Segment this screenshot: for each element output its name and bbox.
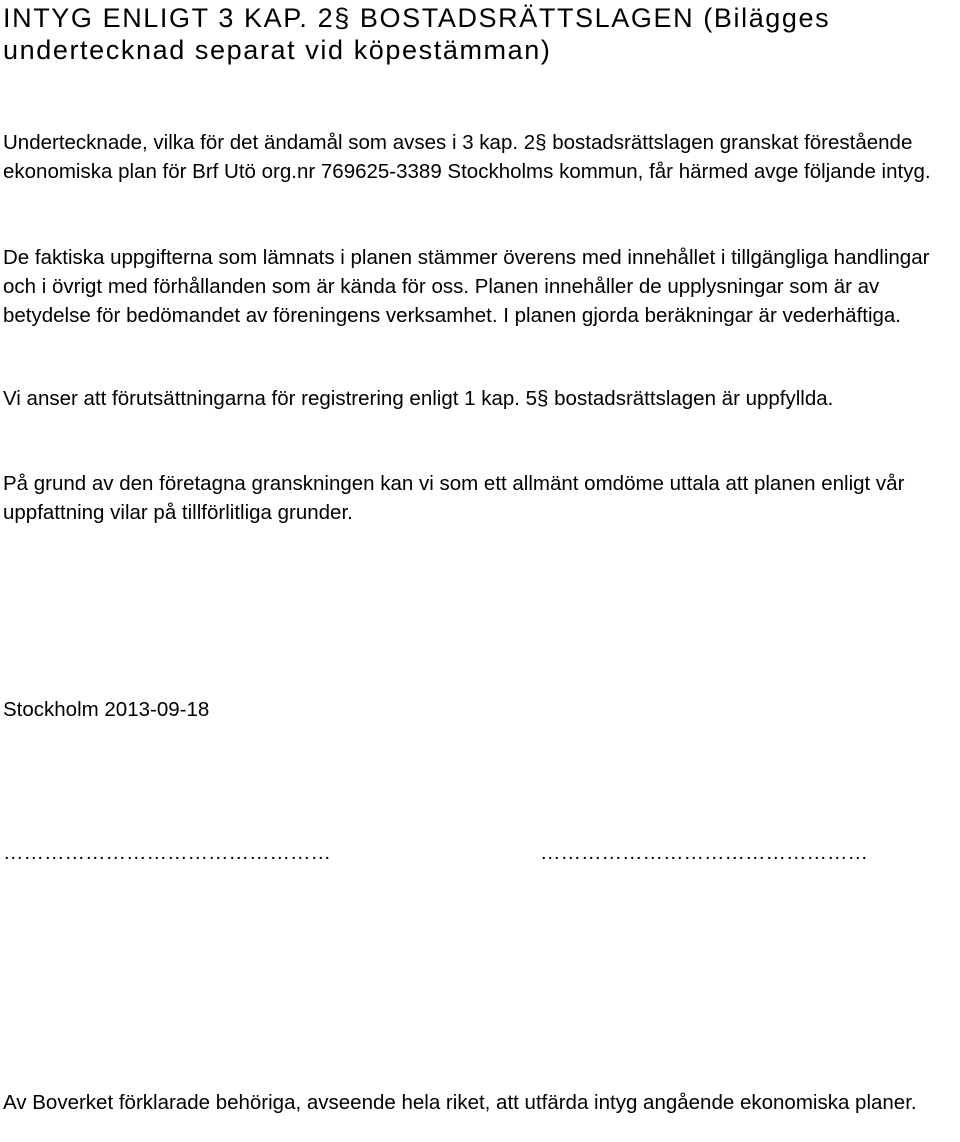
signature-line-left: ………………………………………… — [3, 841, 331, 864]
judgement-paragraph: På grund av den företagna granskningen kan vi som ett allmänt omdöme uttala att planen enligt vår uppfattning vilar på tillförlitliga grunder. — [3, 472, 905, 524]
signature-line-right: ………………………………………… — [540, 841, 868, 864]
document-title: INTYG ENLIGT 3 KAP. 2§ BOSTADSRÄTTSLAGEN (Bilägges undertecknad separat vid köpestämman) — [3, 3, 831, 65]
place-date: Stockholm 2013-09-18 — [3, 698, 210, 721]
conditions-paragraph: Vi anser att förutsättningarna för registrering enligt 1 kap. 5§ bostadsrättslagen är uppfyllda. — [3, 387, 834, 410]
facts-paragraph: De faktiska uppgifterna som lämnats i planen stämmer överens med innehållet i tillgängliga handlingar och i övrigt med förhållanden som är kända för oss. Planen innehåller de upplysningar som är av betydelse för bedömandet av föreningens verksamhet. I planen gjorda beräkningar är vederhäftiga. — [3, 246, 930, 327]
authority-statement: Av Boverket förklarade behöriga, avseende hela riket, att utfärda intyg angående ekonomiska planer. — [3, 1091, 917, 1114]
intro-paragraph: Undertecknade, vilka för det ändamål som avses i 3 kap. 2§ bostadsrättslagen granskat förestående ekonomiska plan för Brf Utö org.nr 769625-3389 Stockholms kommun, får härmed avge följande intyg. — [3, 131, 931, 183]
